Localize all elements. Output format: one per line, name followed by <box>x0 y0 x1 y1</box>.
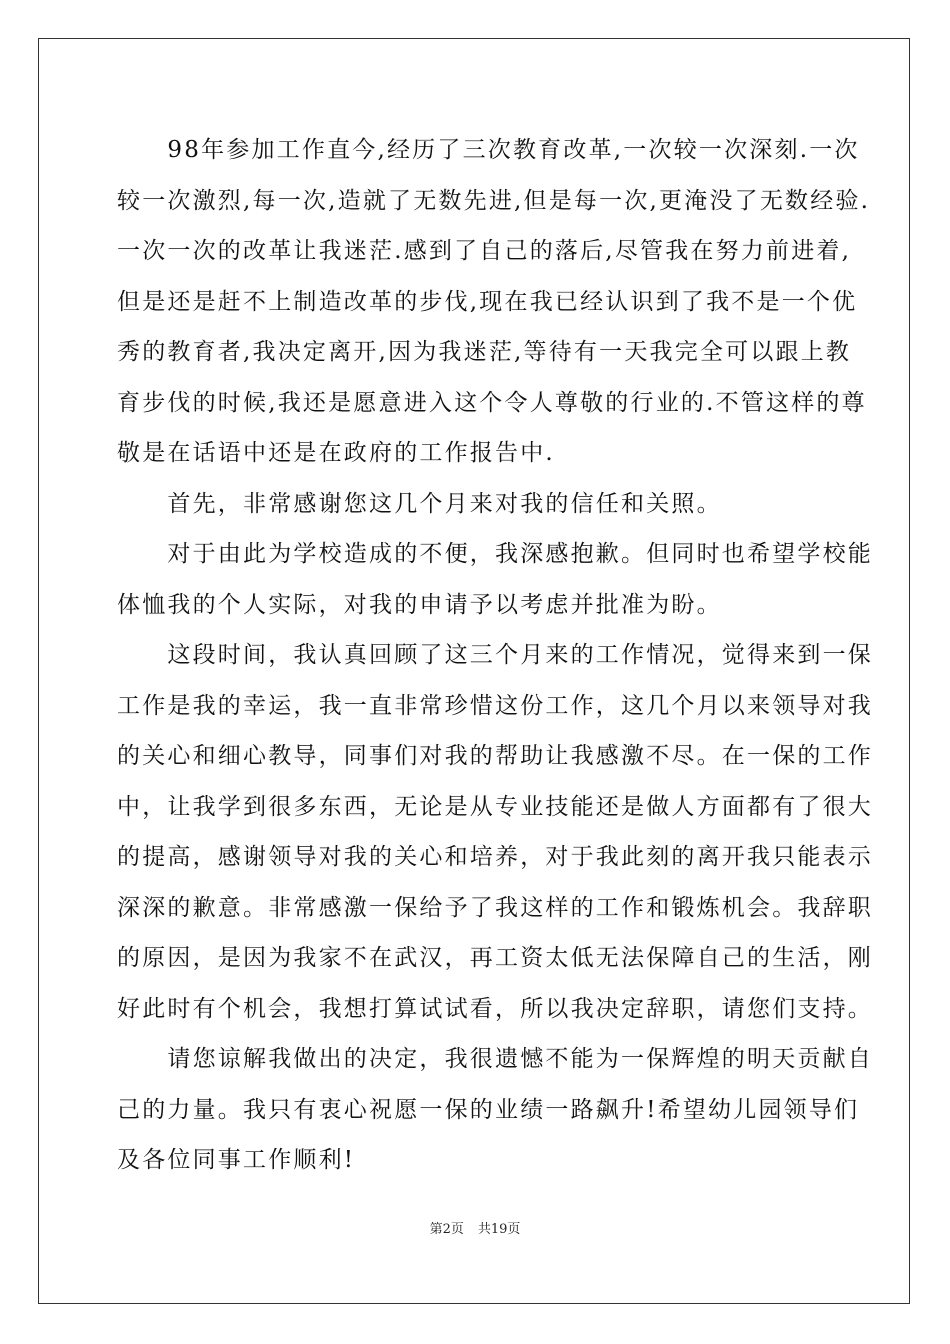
page-footer <box>0 1218 950 1237</box>
text-line: 对于由此为学校造成的不便，我深感抱歉。但同时也希望学校能 <box>117 541 873 567</box>
text-line: 这段时间，我认真回顾了这三个月来的工作情况，觉得来到一保 <box>117 642 873 668</box>
text-line: 深深的歉意。非常感激一保给予了我这样的工作和锻炼机会。我辞职 <box>117 894 873 921</box>
text-line: 但是还是赶不上制造改革的步伐,现在我已经认识到了我不是一个优 <box>117 288 858 315</box>
text-line: 的提高，感谢领导对我的关心和培养，对于我此刻的离开我只能表示 <box>117 844 873 870</box>
text-line: 及各位同事工作顺利! <box>117 1147 356 1173</box>
text-line: 敬是在话语中还是在政府的工作报告中. <box>117 440 555 466</box>
text-line: 己的力量。我只有衷心祝愿一保的业绩一路飙升!希望幼儿园领导们 <box>117 1096 860 1123</box>
text-line: 好此时有个机会，我想打算试试看，所以我决定辞职，请您们支持。 <box>117 995 873 1022</box>
text-line: 育步伐的时候,我还是愿意进入这个令人尊敬的行业的.不管这样的尊 <box>117 389 867 416</box>
page-total: 共19页 <box>477 1222 521 1237</box>
text-line: 工作是我的幸运，我一直非常珍惜这份工作，这几个月以来领导对我 <box>117 692 873 719</box>
text-line: 体恤我的个人实际，对我的申请予以考虑并批准为盼。 <box>117 591 722 618</box>
text-line: 请您谅解我做出的决定，我很遗憾不能为一保辉煌的明天贡献自 <box>117 1046 873 1072</box>
text-line: 秀的教育者,我决定离开,因为我迷茫,等待有一天我完全可以跟上教 <box>117 339 852 365</box>
text-line: 中，让我学到很多东西，无论是从专业技能还是做人方面都有了很大 <box>117 793 873 820</box>
text-line: 的原因，是因为我家不在武汉，再工资太低无法保障自己的生活，刚 <box>117 945 873 971</box>
document-body <box>117 125 873 1186</box>
text-line: 98年参加工作直今,经历了三次教育改革,一次较一次深刻.一次 <box>117 137 860 163</box>
text-line: 一次一次的改革让我迷茫.感到了自己的落后,尽管我在努力前进着, <box>117 238 852 264</box>
page-number: 第2页 <box>429 1222 464 1237</box>
text-line: 的关心和细心教导，同事们对我的帮助让我感激不尽。在一保的工作 <box>117 743 873 769</box>
text-line: 首先，非常感谢您这几个月来对我的信任和关照。 <box>117 490 722 517</box>
text-line: 较一次激烈,每一次,造就了无数先进,但是每一次,更淹没了无数经验. <box>117 187 871 214</box>
